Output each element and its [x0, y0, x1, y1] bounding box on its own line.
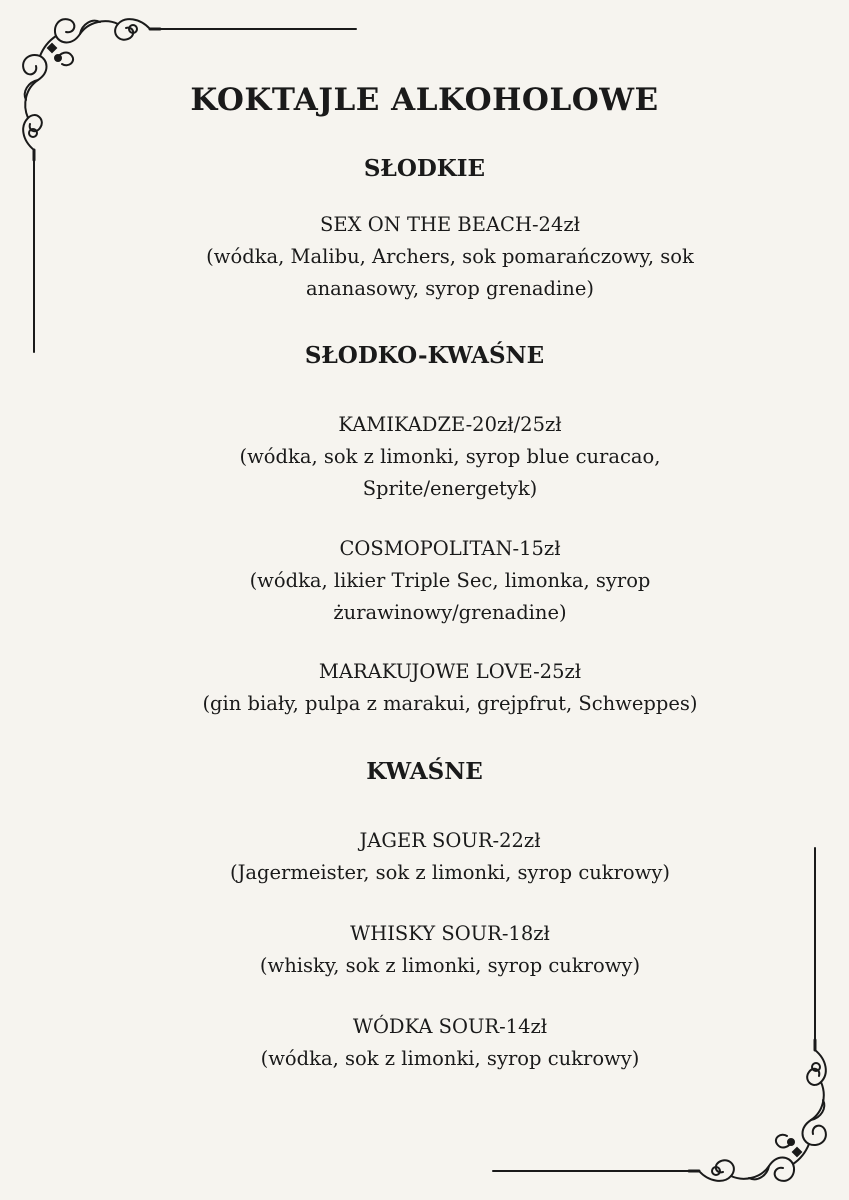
menu-item [150, 656, 750, 720]
menu-item-name: JAGER SOUR-22zł [359, 829, 541, 852]
menu-item-name: WHISKY SOUR-18zł [350, 922, 550, 945]
menu-item-name: KAMIKADZE-20zł/25zł [338, 413, 562, 436]
menu-item-ingredients: (whisky, sok z limonki, syrop cukrowy) [259, 954, 641, 977]
menu-item [150, 409, 750, 505]
menu-item [150, 209, 750, 305]
menu-item-ingredients: (wódka, sok z limonki, syrop blue curacao, Sprite/energetyk) [239, 445, 661, 500]
menu-item [150, 918, 750, 982]
menu-item-ingredients: (wódka, likier Triple Sec, limonka, syrop żurawinowy/grenadine) [249, 569, 651, 624]
menu-item-name: SEX ON THE BEACH-24zł [320, 213, 580, 236]
menu-item-ingredients: (wódka, sok z limonki, syrop cukrowy) [260, 1047, 640, 1070]
menu-item-ingredients: (wódka, Malibu, Archers, sok pomarańczowy, sok ananasowy, syrop grenadine) [206, 245, 694, 300]
menu-item-name: COSMOPOLITAN-15zł [339, 537, 561, 560]
menu-item [150, 825, 750, 889]
menu-item-name: WÓDKA SOUR-14zł [352, 1015, 548, 1038]
section-heading-slodkie: SŁODKIE [363, 155, 486, 182]
section-heading-kwasne: KWAŚNE [366, 758, 483, 785]
page-title: KOKTAJLE ALKOHOLOWE [190, 82, 659, 118]
corner-ornament-top-left [0, 0, 370, 370]
section-heading-slodko-kwasne: SŁODKO-KWAŚNE [304, 342, 545, 369]
menu-item [150, 1011, 750, 1075]
menu-item [150, 533, 750, 629]
menu-item-ingredients: (gin biały, pulpa z marakui, grejpfrut, Schweppes) [202, 692, 698, 715]
menu-item-ingredients: (Jagermeister, sok z limonki, syrop cukrowy) [229, 861, 670, 884]
menu-item-name: MARAKUJOWE LOVE-25zł [318, 660, 582, 683]
